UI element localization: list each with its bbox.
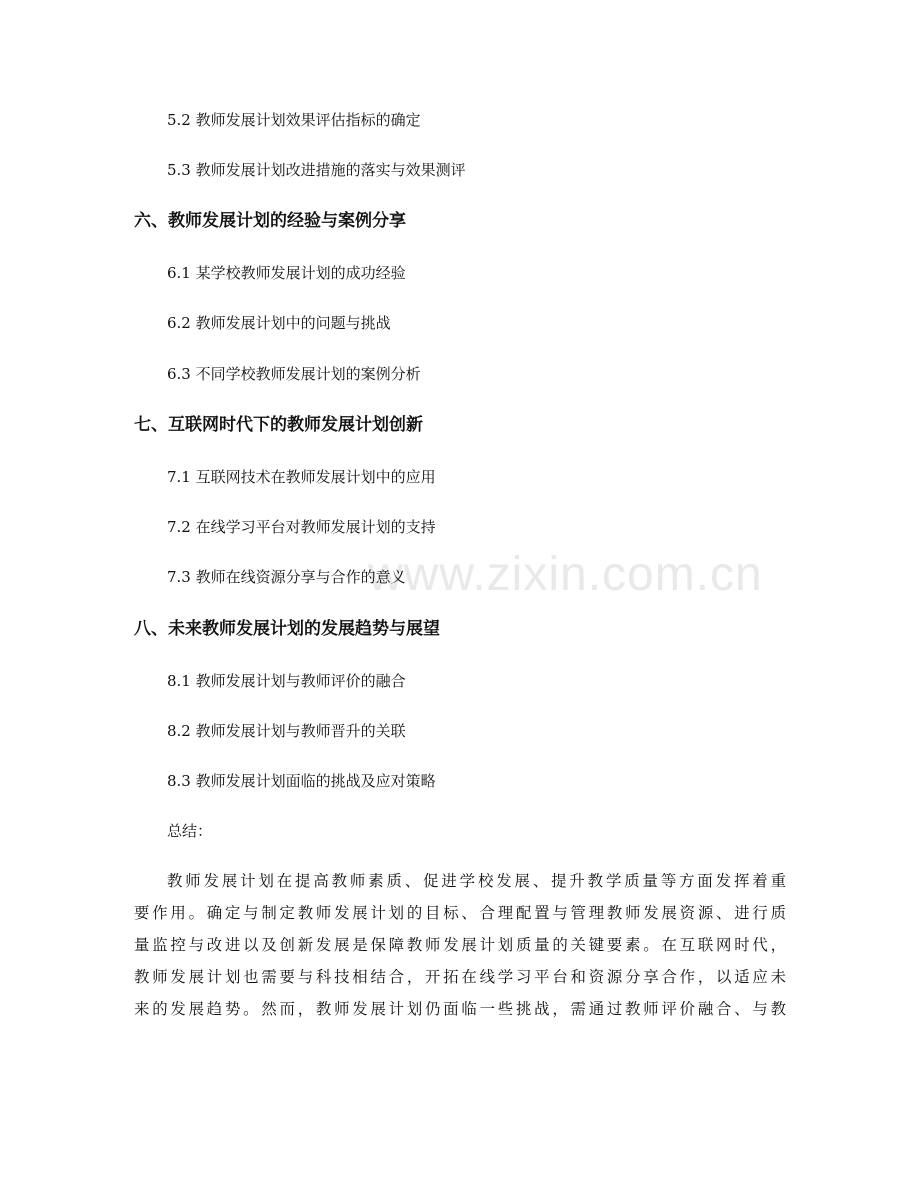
section-heading-7: 七、互联网时代下的教师发展计划创新 xyxy=(134,415,423,435)
subsection-7-3: 7.3 教师在线资源分享与合作的意义 xyxy=(167,568,406,586)
subsection-5-3: 5.3 教师发展计划改进措施的落实与效果测评 xyxy=(167,161,466,179)
summary-paragraph-line: 教师发展计划也需要与科技相结合，开拓在线学习平台和资源分享合作，以适应未 xyxy=(134,968,786,986)
subsection-8-2: 8.2 教师发展计划与教师晋升的关联 xyxy=(167,722,406,740)
subsection-8-1: 8.1 教师发展计划与教师评价的融合 xyxy=(167,672,406,690)
section-heading-8: 八、未来教师发展计划的发展趋势与展望 xyxy=(134,619,440,639)
subsection-6-3: 6.3 不同学校教师发展计划的案例分析 xyxy=(167,365,421,383)
summary-paragraph-line: 要作用。确定与制定教师发展计划的目标、合理配置与管理教师发展资源、进行质 xyxy=(134,904,786,922)
summary-paragraph-line: 来的发展趋势。然而，教师发展计划仍面临一些挑战，需通过教师评价融合、与教 xyxy=(134,1000,786,1018)
summary-label: 总结： xyxy=(167,822,213,840)
summary-paragraph-line: 量监控与改进以及创新发展是保障教师发展计划质量的关键要素。在互联网时代， xyxy=(134,936,786,954)
summary-paragraph-line: 教师发展计划在提高教师素质、促进学校发展、提升教学质量等方面发挥着重 xyxy=(167,872,786,890)
subsection-8-3: 8.3 教师发展计划面临的挑战及应对策略 xyxy=(167,772,436,790)
subsection-6-2: 6.2 教师发展计划中的问题与挑战 xyxy=(167,314,391,332)
subsection-6-1: 6.1 某学校教师发展计划的成功经验 xyxy=(167,264,406,282)
watermark: www.zixin.com.cn xyxy=(368,548,763,601)
subsection-7-2: 7.2 在线学习平台对教师发展计划的支持 xyxy=(167,518,436,536)
subsection-7-1: 7.1 互联网技术在教师发展计划中的应用 xyxy=(167,468,436,486)
subsection-5-2: 5.2 教师发展计划效果评估指标的确定 xyxy=(167,111,421,129)
section-heading-6: 六、教师发展计划的经验与案例分享 xyxy=(134,211,406,231)
